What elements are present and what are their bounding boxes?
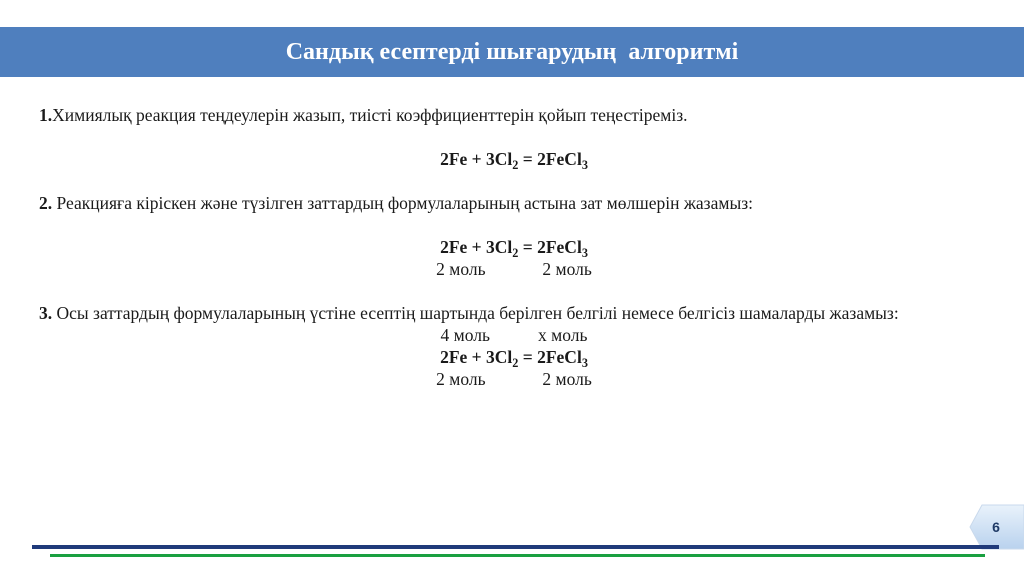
equation-right-subscript: 3	[581, 246, 588, 260]
equation-right: = 2FeCl	[518, 347, 582, 367]
equation-1	[39, 148, 989, 170]
equation-right-subscript: 3	[581, 356, 588, 370]
step-2-text: Реакцияға кірiскен және түзілген заттардың формулаларының астына зат мөлшерін жазамыз:	[52, 193, 753, 213]
step-2	[39, 192, 989, 214]
equation-left: 2Fe + 3Cl	[440, 237, 513, 257]
equation-3	[39, 346, 989, 368]
equation-left-subscript: 2	[512, 158, 519, 172]
equation-left-subscript: 2	[512, 246, 519, 260]
title-bar	[0, 27, 1024, 77]
footer-line-green	[50, 554, 985, 557]
page-number-badge	[968, 503, 1024, 551]
equation-2	[39, 236, 989, 258]
slide-content	[39, 104, 989, 390]
equation-right: = 2FeCl	[518, 237, 582, 257]
equation-right-subscript: 3	[581, 158, 588, 172]
moles-above-3: 4 моль х моль	[440, 325, 588, 345]
step-1-text: Химиялық реакция теңдеулерін жазып, тиісті коэффициенттерін қойып теңестіреміз.	[52, 105, 688, 125]
equation-left: 2Fe + 3Cl	[440, 347, 513, 367]
step-1	[39, 104, 989, 126]
page-number: 6	[992, 519, 1000, 535]
equation-right: = 2FeCl	[518, 149, 582, 169]
step-3	[39, 302, 989, 324]
footer-line-blue	[32, 545, 999, 549]
equation-left-subscript: 2	[512, 356, 519, 370]
moles-below-3: 2 моль 2 моль	[436, 369, 592, 389]
step-3-number: 3.	[39, 303, 53, 323]
equation-left: 2Fe + 3Cl	[440, 149, 513, 169]
page-title: Сандық есептерді шығарудың алгоритмі	[285, 39, 739, 65]
step-1-number: 1.	[39, 105, 53, 125]
step-2-number: 2.	[39, 193, 53, 213]
moles-below-2: 2 моль 2 моль	[436, 259, 592, 279]
step-3-text: Осы заттардың формулаларының үстіне есептің шартында берілген белгілі немесе белгісіз шамаларды жазамыз:	[52, 303, 899, 323]
